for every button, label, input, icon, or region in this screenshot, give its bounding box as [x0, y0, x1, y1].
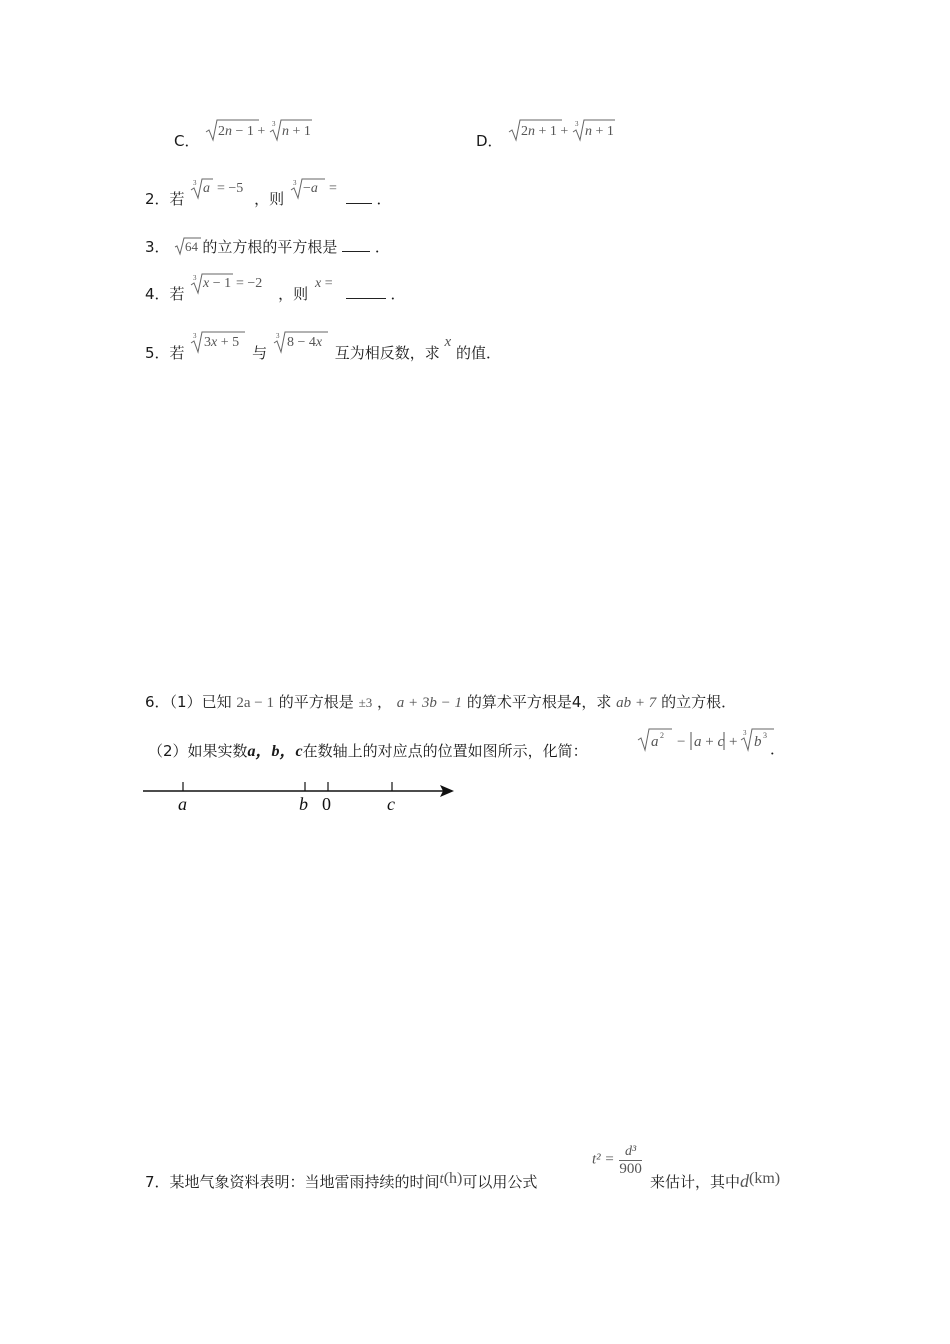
q6p1-expr-2: ±3 [358, 695, 373, 710]
q4-number: 4．若 [145, 285, 185, 303]
svg-text:n + 1: n + 1 [282, 124, 312, 139]
option-d [476, 120, 617, 151]
question-6-part-2 [148, 738, 588, 761]
q3-end: ． [374, 238, 390, 256]
question-5 [145, 330, 501, 363]
svg-text:3: 3 [272, 120, 276, 128]
q5-formula-2 [272, 330, 330, 356]
question-7-cont [650, 1170, 780, 1192]
q7-formula [592, 1144, 642, 1178]
q6p2-formula [636, 724, 776, 754]
svg-text:=: = [328, 181, 337, 196]
svg-text:3: 3 [292, 179, 297, 187]
q4-condition-formula [189, 273, 273, 297]
option-d-label: D． [476, 132, 503, 150]
q3-answer-blank[interactable] [342, 237, 370, 252]
svg-text:3: 3 [575, 120, 579, 128]
q7-var-t: t [439, 1171, 444, 1187]
q4-ask-formula [313, 273, 341, 297]
svg-text:2n − 1 +: 2n − 1 + [218, 124, 266, 139]
q7-fraction [619, 1144, 642, 1178]
q6p2-end: ． [770, 740, 786, 758]
q2-ask-formula [289, 178, 341, 202]
q4-end: ． [390, 285, 406, 303]
q3-text: 的立方根的平方根是 [202, 238, 338, 256]
q2-end: ． [376, 190, 392, 208]
question-6-part-1 [145, 691, 736, 712]
q4-answer-blank[interactable] [346, 284, 386, 299]
q7-fraction-numerator: d³ [619, 1144, 642, 1161]
svg-text:64: 64 [185, 239, 199, 254]
svg-text:n + 1: n + 1 [585, 124, 615, 139]
svg-text:−: − [677, 734, 686, 750]
option-c-expr [204, 118, 314, 142]
q6p1-expr-1: 2a − 1 [236, 695, 274, 711]
svg-text:a: a [651, 734, 659, 750]
q5-text-2: 互为相反数，求 [334, 344, 440, 362]
q2-mid: ，则 [254, 190, 285, 208]
q3-sqrt64-formula [174, 236, 202, 256]
q6p2-text-1: （2）如果实数 [148, 742, 248, 760]
question-4 [145, 273, 405, 304]
svg-text:2n + 1 +: 2n + 1 + [521, 124, 569, 139]
q7-text-1: 7．某地气象资料表明：当地雷雨持续的时间 [145, 1173, 440, 1191]
question-3 [145, 236, 390, 257]
q7-formula-lhs: t² = [592, 1151, 615, 1168]
q6p2-text-2: 在数轴上的对应点的位置如图所示，化简： [302, 742, 588, 760]
svg-text:3: 3 [763, 731, 767, 740]
question-2 [145, 178, 391, 209]
svg-text:x − 1: x − 1 [203, 276, 232, 291]
q7-fraction-denominator: 900 [619, 1161, 642, 1177]
svg-text:+: + [729, 734, 738, 750]
svg-text:3: 3 [275, 332, 280, 340]
q7-unit-km: (km) [749, 1170, 781, 1187]
option-c-label: C． [174, 132, 200, 150]
option-c-formula [204, 118, 314, 142]
svg-text:a + c: a + c [694, 734, 725, 750]
svg-text:3: 3 [193, 179, 197, 187]
option-d-formula [507, 118, 617, 142]
svg-text:3: 3 [743, 729, 747, 737]
q6p1-expr-3: a + 3b − 1 [396, 695, 463, 711]
q5-number: 5．若 [145, 344, 185, 362]
q6p1-text-4: 的算术平方根是4，求 [466, 693, 612, 711]
q7-unit-h: (h) [443, 1170, 463, 1187]
q3-number: 3． [145, 238, 170, 256]
option-d-expr [507, 118, 617, 142]
svg-text:= −5: = −5 [217, 181, 244, 196]
svg-text:b: b [754, 734, 762, 750]
svg-text:3: 3 [193, 274, 197, 282]
svg-text:a: a [203, 181, 211, 196]
q5-var: x [444, 334, 452, 350]
q2-number: 2．若 [145, 190, 185, 208]
q5-text-3: 的值． [455, 344, 501, 362]
option-c [174, 120, 314, 151]
q7-text-3: 来估计，其中 [650, 1173, 741, 1191]
q6p1-expr-4: ab + 7 [616, 695, 657, 711]
q5-formula-1 [189, 330, 247, 356]
q6p1-text-1: 6．（1）已知 [145, 693, 232, 711]
svg-text:3: 3 [193, 332, 197, 340]
q2-condition-formula [189, 178, 249, 202]
svg-text:8 − 4x: 8 − 4x [286, 335, 323, 350]
question-7 [145, 1170, 537, 1192]
q6p2-vars: a，b，c [247, 743, 303, 760]
label-a: a [178, 794, 187, 814]
q6p1-text-2: 的平方根是 [278, 693, 354, 711]
q7-text-2: 可以用公式 [462, 1173, 538, 1191]
svg-text:x =: x = [314, 276, 333, 291]
number-line [140, 776, 460, 816]
q5-text-1: 与 [252, 344, 268, 362]
svg-text:−a: −a [302, 181, 318, 196]
svg-text:= −2: = −2 [236, 276, 263, 291]
label-b: b [299, 794, 308, 814]
q6p1-text-3: ， [377, 693, 393, 711]
q7-var-d: d [740, 1171, 750, 1191]
svg-text:3x + 5: 3x + 5 [204, 335, 240, 350]
svg-text:2: 2 [660, 731, 664, 740]
q2-answer-blank[interactable] [346, 189, 372, 204]
label-c: c [387, 794, 395, 814]
q4-mid: ，则 [278, 285, 309, 303]
label-0: 0 [322, 794, 331, 814]
q6p1-text-5: 的立方根． [661, 693, 737, 711]
